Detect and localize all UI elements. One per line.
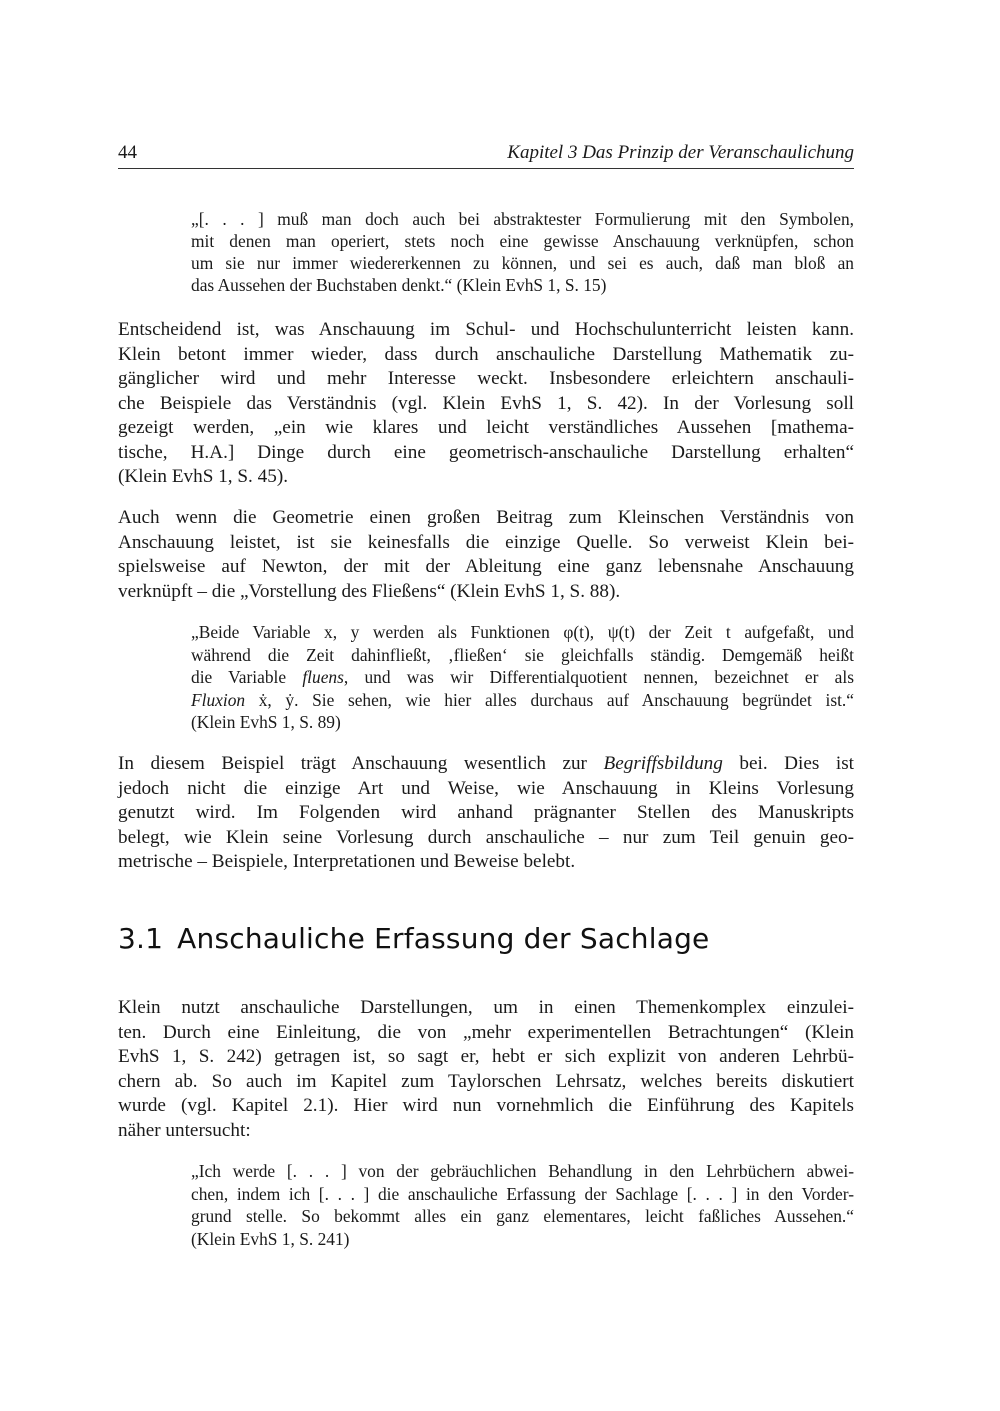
quote-line: mit denen man operiert, stets noch eine gewisse Anschauung verknüpfen, schon <box>191 231 854 251</box>
quote-line: (Klein EvhS 1, S. 241) <box>191 1228 350 1249</box>
text-line: Klein nutzt anschauliche Darstellungen, um in einen Themenkomplex einzulei- <box>118 997 854 1018</box>
section-title: Anschauliche Erfassung der Sachlage <box>177 922 710 955</box>
text-line: belegt, wie Klein seine Vorlesung durch anschauliche – nur zum Teil genuin geo- <box>118 826 854 848</box>
quote-line: grund stelle. So bekommt alles ein ganz elementares, leicht faßliches Aussehen.“ <box>191 1206 854 1226</box>
section-number: 3.1 <box>118 922 164 955</box>
text-line: genutzt wird. Im Folgenden wird anhand prägnanter Stellen des Manuskripts <box>118 802 854 823</box>
text-span: bei. Dies ist <box>722 753 854 774</box>
section-heading <box>118 922 709 955</box>
emphasis-fluens: fluens <box>302 667 344 687</box>
emphasis-begriffsbildung: Begriffsbildung <box>603 753 723 774</box>
text-line: gezeigt werden, „ein wie klares und leicht verständliches Aussehen [mathema- <box>118 417 854 438</box>
text-line: (Klein EvhS 1, S. 45). <box>118 466 289 487</box>
text-line: jedoch nicht die einzige Art und Weise, wie Anschauung in Kleins Vorlesung <box>118 777 854 799</box>
text-line: Anschauung leistet, ist sie keinesfalls die einzige Quelle. So verweist Klein bei- <box>118 531 854 553</box>
quote-line: „Ich werde [. . . ] von der gebräuchlichen Behandlung in den Lehrbüchern abwei- <box>191 1161 854 1181</box>
text-line: metrische – Beispiele, Interpretationen und Beweise belebt. <box>118 851 576 872</box>
text-line: Auch wenn die Geometrie einen großen Beitrag zum Kleinschen Verständnis von <box>118 507 854 528</box>
text-line: spielsweise auf Newton, der mit der Ableitung eine ganz lebensnahe Anschauung <box>118 556 854 577</box>
page-header <box>118 142 854 169</box>
quote-line: um sie nur immer wiedererkennen zu können, und sei es auch, daß man bloß an <box>191 253 854 273</box>
quote-line: während die Zeit dahinfließt, ‚fließen‘ sie gleichfalls ständig. Demgemäß heißt <box>191 644 854 665</box>
text-line: Entscheidend ist, was Anschauung im Schul- und Hochschulunterricht leisten kann. <box>118 319 854 340</box>
text-line: chern ab. So auch im Kapitel zum Taylorschen Lehrsatz, welches bereits diskutiert <box>118 1070 854 1092</box>
quote-line: „Beide Variable x, y werden als Funktionen φ(t), ψ(t) der Zeit t aufgefaßt, und <box>191 622 854 642</box>
quote-line: (Klein EvhS 1, S. 89) <box>191 712 341 732</box>
page-number: 44 <box>118 142 137 163</box>
text-span: , und was wir Differentialquotient nennen, bezeichnet er als <box>343 667 854 687</box>
text-line: che Beispiele das Verständnis (vgl. Klein EvhS 1, S. 42). In der Vorlesung soll <box>118 392 854 414</box>
text-line: Klein betont immer wieder, dass durch anschauliche Darstellung Mathematik zu- <box>118 343 854 365</box>
text-line: tische, H.A.] Dinge durch eine geometrisch-anschauliche Darstellung erhalten“ <box>118 441 854 463</box>
quote-line: das Aussehen der Buchstaben denkt.“ (Klein EvhS 1, S. 15) <box>191 275 607 295</box>
emphasis-fluxion: Fluxion <box>191 689 246 710</box>
text-line <box>118 752 854 776</box>
quote-line: chen, indem ich [. . . ] die anschauliche Erfassung der Sachlage [. . . ] in den Vorder- <box>191 1183 854 1204</box>
quote-line: „[. . . ] muß man doch auch bei abstraktester Formulierung mit den Symbolen, <box>191 209 854 229</box>
text-line: verknüpft – die „Vorstellung des Fließens“ (Klein EvhS 1, S. 88). <box>118 580 621 602</box>
text-line: EvhS 1, S. 242) getragen ist, so sagt er, hebt er sich explizit von anderen Lehrbü- <box>118 1046 854 1067</box>
text-span: die Variable <box>191 667 303 687</box>
text-span: ẋ, ẏ. Sie sehen, wie hier alles durchaus auf Anschauung begründet ist.“ <box>245 689 854 710</box>
text-line: ten. Durch eine Einleitung, die von „mehr experimentellen Betrachtungen“ (Klein <box>118 1021 854 1043</box>
text-line: wurde (vgl. Kapitel 2.1). Hier wird nun vornehmlich die Einführung des Kapitels <box>118 1095 854 1116</box>
text-span: In diesem Beispiel trägt Anschauung wesentlich zur <box>118 753 604 774</box>
quote-line <box>191 689 854 711</box>
quote-line <box>191 666 854 688</box>
running-title: Kapitel 3 Das Prinzip der Veranschaulichung <box>507 142 854 163</box>
text-line: näher untersucht: <box>118 1119 251 1141</box>
text-line: gänglicher wird und mehr Interesse weckt. Insbesondere erleichtern anschauli- <box>118 368 854 389</box>
